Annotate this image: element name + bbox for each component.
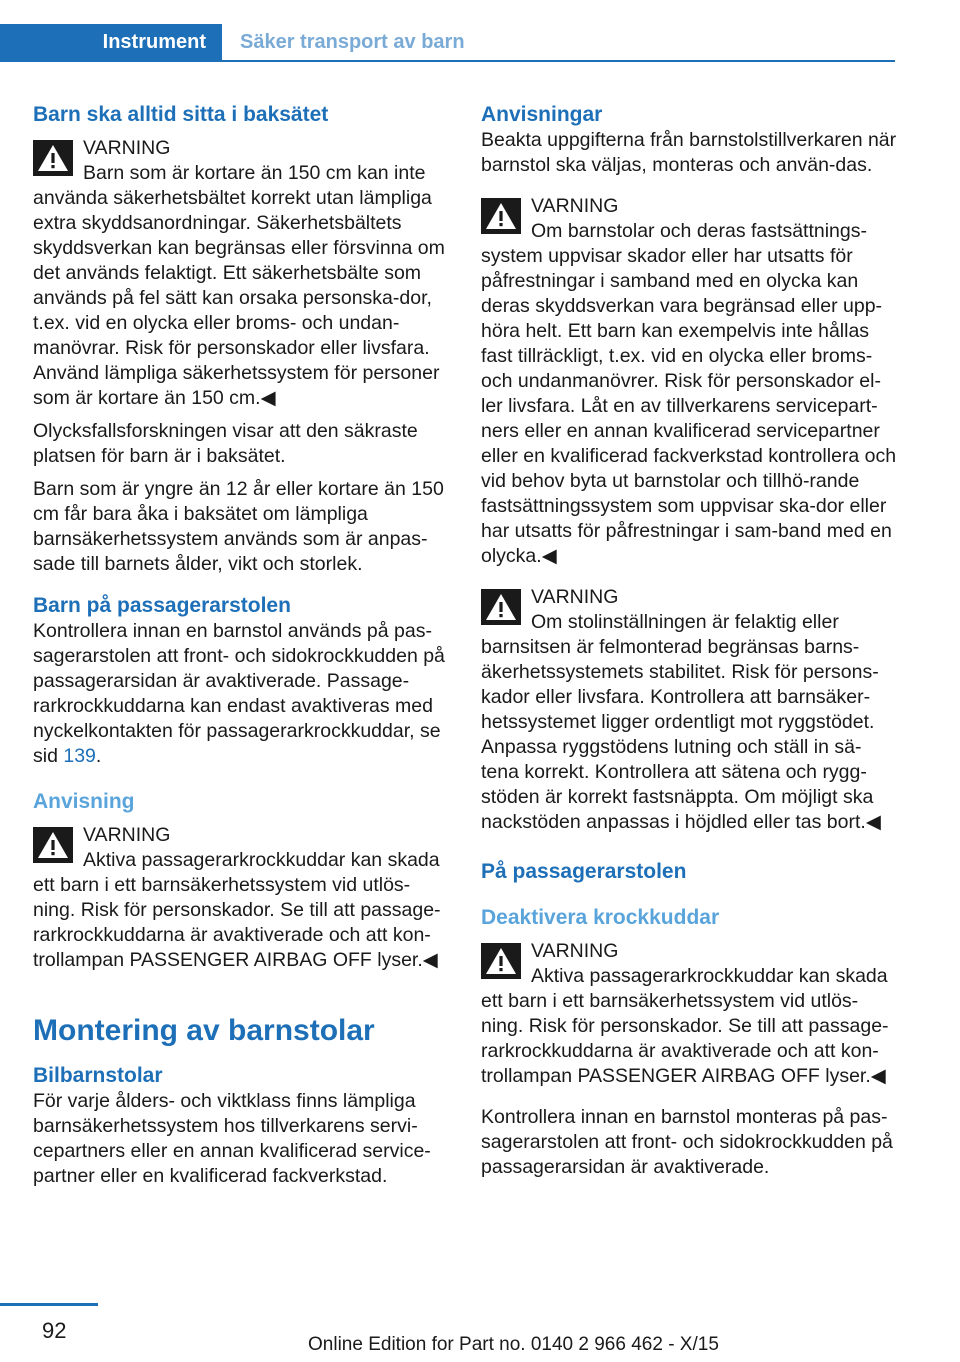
- paragraph: Kontrollera innan en barnstol monteras på pas‐sagerarstolen att front- och sidokrockkudden på passagerarsidan är avaktiverade.: [481, 1106, 893, 1178]
- heading-mounting-child-seats: Montering av barnstolar: [33, 1014, 375, 1047]
- page-link-139[interactable]: 139: [63, 745, 96, 767]
- warning-block: [481, 194, 899, 569]
- warning-label: VARNING: [531, 940, 619, 962]
- heading-passenger-seat: Barn på passagerarstolen: [33, 594, 291, 617]
- tab-instrument-label: Instrument: [102, 31, 206, 53]
- warning-text: Om stolinställningen är felaktig eller barnsitsen är felmonterad begränsas barns‐äkerhetssystemets stabilitet. Risk för persons‐kador eller livsfara. Kontrollera att barnsäker‐hetssystemet ligger ordentligt mot ryggstödet. Anpassa ryggstödens lutning och ställ in sä‐tena korrekt. Kontrollera att sätena och rygg‐stöden är korrekt fastsnäppta. Om möjligt ska nackstöden anpassas i höjdled eller tas bort.◀: [481, 611, 881, 833]
- paragraph: Beakta uppgifterna från barnstolstillverkaren när barnstol ska väljas, monteras och använ‐das.: [481, 129, 897, 176]
- heading-deactivate-airbags: Deaktivera krockkuddar: [481, 906, 720, 929]
- page-header: [0, 0, 960, 62]
- paragraph-end: .: [95, 745, 102, 767]
- paragraph-text: Kontrollera innan en barnstol används på pas‐sagerarstolen att front- och sidokrockkudden på passagerarsidan är avaktiverade. Passage‐rarkrockkuddarna kan endast avaktiveras med nyckelkontakten för passagerarkrockkuddar, se sid: [33, 620, 445, 767]
- heading-on-passenger-seat: På passagerarstolen: [481, 860, 687, 883]
- tab-section-label: Säker transport av barn: [240, 31, 465, 53]
- footer-divider: [0, 1303, 98, 1306]
- page-number: 92: [42, 1318, 67, 1343]
- paragraph: [33, 619, 451, 769]
- warning-text: Barn som är kortare än 150 cm kan inte använda säkerhetsbältet korrekt utan lämpliga extra skyddsanordningar. Säkerhetsbältets skyddsverkan kan begränsas eller försvinna om det används felaktigt. Ett säkerhetsbälte som används på fel sätt kan orsaka personska‐dor, t.ex. vid en olycka eller broms- och undan‐manövrar. Risk för personskador eller livsfara. Använd lämpliga säkerhetssystem för personer som är kortare än 150 cm.◀: [33, 162, 445, 409]
- warning-block: [33, 823, 451, 973]
- heading-instructions: Anvisningar: [481, 103, 603, 126]
- warning-label: VARNING: [83, 824, 171, 846]
- warning-triangle-icon: [481, 589, 521, 625]
- warning-text: Om barnstolar och deras fastsättnings‐system uppvisar skador eller har utsatts för påfrestningar i samband med en olycka kan deras skyddsverkan vara begränsad eller upp‐höra helt. Ett barn kan exempelvis inte hållas fast tillräckligt, t.ex. vid en olycka eller broms- och undanmanövrer. Risk för personskador el‐ler livsfara. Låt en av tillverkarens servicepart‐ners eller en annan kvalificerad servicepartner eller en kvalificerad fackverkstad kontrollera och vid behov byta ut barnstolar och tillhö‐rande fastsättningssystem som uppvisar ska‐dor eller har utsatts för påfrestningar i sam‐band med en olycka.◀: [481, 220, 897, 567]
- warning-label: VARNING: [531, 195, 619, 217]
- warning-text: Aktiva passagerarkrockkuddar kan skada ett barn i ett barnsäkerhetssystem vid utlös‐ning. Risk för personskador. Se till att passage‐rarkrockkuddarna är avaktiverade och att kon‐trollampan PASSENGER AIRBAG OFF lyser.◀: [33, 849, 441, 971]
- warning-triangle-icon: [33, 827, 73, 863]
- warning-block: [481, 939, 899, 1089]
- warning-block: [33, 136, 451, 411]
- edition-note: Online Edition for Part no. 0140 2 966 462 - X/15: [308, 1334, 719, 1355]
- heading-note: Anvisning: [33, 790, 135, 813]
- paragraph: Olycksfallsforskningen visar att den säkraste platsen för barn är i baksätet.: [33, 420, 418, 467]
- warning-triangle-icon: [33, 140, 73, 176]
- tab-instrument[interactable]: [0, 24, 222, 62]
- warning-label: VARNING: [83, 137, 171, 159]
- warning-block: [481, 585, 899, 835]
- paragraph: Barn som är yngre än 12 år eller kortare än 150 cm får bara åka i baksätet om lämpliga barnsäkerhetssystem används som är anpas‐sade till barnets ålder, vikt och storlek.: [33, 478, 444, 575]
- warning-label: VARNING: [531, 586, 619, 608]
- right-column: [481, 102, 899, 1180]
- heading-car-seats: Bilbarnstolar: [33, 1064, 163, 1087]
- warning-triangle-icon: [481, 198, 521, 234]
- warning-triangle-icon: [481, 943, 521, 979]
- warning-text: Aktiva passagerarkrockkuddar kan skada ett barn i ett barnsäkerhetssystem vid utlös‐ning. Risk för personskador. Se till att passage‐rarkrockkuddarna är avaktiverade och att kon‐trollampan PASSENGER AIRBAG OFF lyser.◀: [481, 965, 889, 1087]
- heading-children-rear-seat: Barn ska alltid sitta i baksätet: [33, 103, 329, 126]
- paragraph: För varje ålders- och viktklass finns lämpliga barnsäkerhetssystem hos tillverkarens servi‐cepartners eller en annan kvalificerad service‐partner eller en kvalificerad fackverkstad.: [33, 1090, 431, 1187]
- left-column: [33, 102, 451, 1189]
- header-divider: [222, 60, 895, 62]
